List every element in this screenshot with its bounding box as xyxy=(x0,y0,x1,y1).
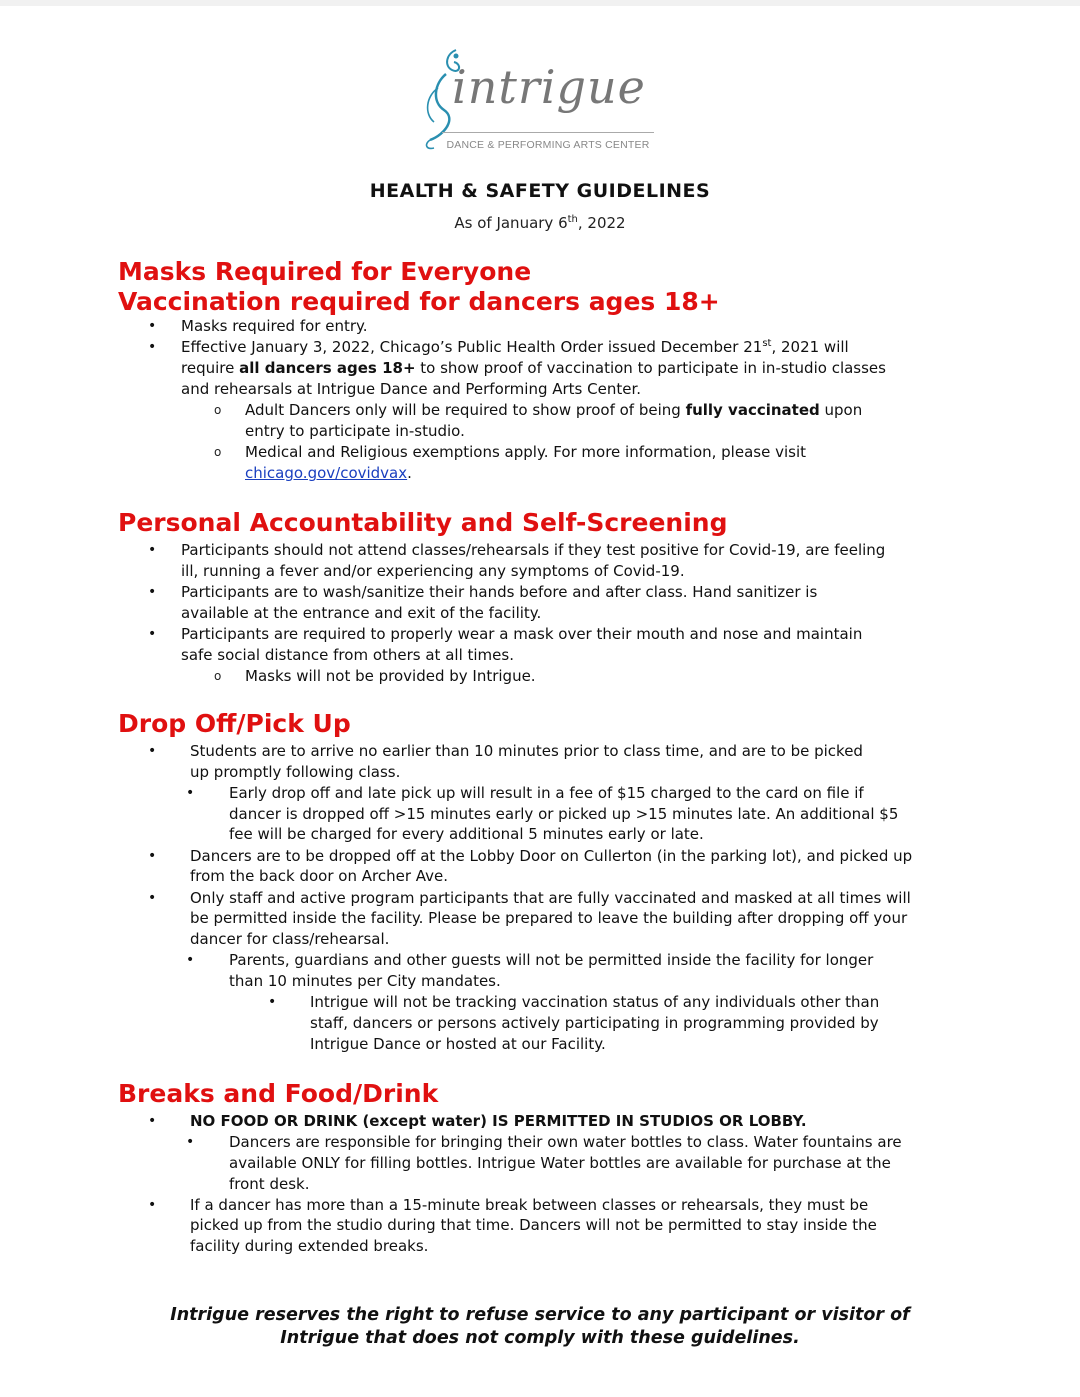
section-heading-vaccination: Vaccination required for dancers ages 18+ xyxy=(118,287,720,316)
list-item-continued: facility during extended breaks. xyxy=(190,1237,429,1255)
sub-bullet-marker: • xyxy=(186,952,195,968)
bullet-marker: • xyxy=(148,848,157,864)
list-item-continued: picked up from the studio during that time. Dancers will not be permitted to stay inside the xyxy=(190,1216,877,1234)
bullet-marker: • xyxy=(148,542,157,558)
list-item: If a dancer has more than a 15-minute break between classes or rehearsals, they must be xyxy=(190,1196,869,1214)
list-item-continued: and rehearsals at Intrigue Dance and Performing Arts Center. xyxy=(181,380,642,398)
list-item: Only staff and active program participants that are fully vaccinated and masked at all times will xyxy=(190,889,911,907)
list-item-continued: safe social distance from others at all times. xyxy=(181,646,514,664)
sub-list-item-continued: fee will be charged for every additional 5 minutes early or late. xyxy=(229,825,704,843)
sub-list-item-continued: entry to participate in-studio. xyxy=(245,422,465,440)
sub-bullet-marker: o xyxy=(214,669,222,683)
sub-list-item-continued: dancer is dropped off >15 minutes early or picked up >15 minutes late. An additional $5 xyxy=(229,805,899,823)
bullet-marker: • xyxy=(148,890,157,906)
bullet-marker: • xyxy=(148,584,157,600)
footer-disclaimer-line1: Intrigue reserves the right to refuse service to any participant or visitor of xyxy=(170,1305,910,1325)
sub-list-item: Early drop off and late pick up will result in a fee of $15 charged to the card on file if xyxy=(229,784,864,802)
sub-list-item-continued: chicago.gov/covidvax. xyxy=(245,464,412,482)
sub-list-item-continued: available ONLY for filling bottles. Intrigue Water bottles are available for purchase at the xyxy=(229,1154,891,1172)
sub-list-item: Medical and Religious exemptions apply. For more information, please visit xyxy=(245,443,806,461)
sub-list-item: Adult Dancers only will be required to show proof of being fully vaccinated upon xyxy=(245,401,863,419)
section-heading-dropoff: Drop Off/Pick Up xyxy=(118,709,351,738)
logo-rule xyxy=(442,132,654,133)
section-heading-masks: Masks Required for Everyone xyxy=(118,257,532,286)
bullet-marker: • xyxy=(148,743,157,759)
list-item: Participants are to wash/sanitize their hands before and after class. Hand sanitizer is xyxy=(181,583,818,601)
sub-bullet-marker: • xyxy=(186,785,195,801)
list-item: Masks required for entry. xyxy=(181,317,368,335)
bullet-marker: • xyxy=(148,626,157,642)
list-item-continued: up promptly following class. xyxy=(190,763,401,781)
section-heading-breaks: Breaks and Food/Drink xyxy=(118,1079,439,1108)
logo-wordmark: intrigue xyxy=(452,60,646,114)
sub-sub-list-item-continued: staff, dancers or persons actively participating in programming provided by xyxy=(310,1014,879,1032)
list-item-continued: require all dancers ages 18+ to show proof of vaccination to participate in in-studio classes xyxy=(181,359,886,377)
sub-list-item-continued: than 10 minutes per City mandates. xyxy=(229,972,501,990)
sub-sub-list-item-continued: Intrigue Dance or hosted at our Facility. xyxy=(310,1035,606,1053)
sub-list-item: Masks will not be provided by Intrigue. xyxy=(245,667,536,685)
bullet-marker: • xyxy=(148,318,157,334)
list-item: Effective January 3, 2022, Chicago’s Public Health Order issued December 21st, 2021 will xyxy=(181,338,849,356)
list-item-continued: ill, running a fever and/or experiencing any symptoms of Covid-19. xyxy=(181,562,685,580)
list-item: NO FOOD OR DRINK (except water) IS PERMITTED IN STUDIOS OR LOBBY. xyxy=(190,1112,807,1130)
intrigue-logo xyxy=(416,44,666,156)
covidvax-link[interactable]: chicago.gov/covidvax xyxy=(245,464,408,482)
list-item: Students are to arrive no earlier than 10 minutes prior to class time, and are to be picked xyxy=(190,742,863,760)
list-item-continued: from the back door on Archer Ave. xyxy=(190,867,449,885)
sub-sub-bullet-marker: • xyxy=(268,994,277,1010)
sub-list-item: Dancers are responsible for bringing their own water bottles to class. Water fountains are xyxy=(229,1133,902,1151)
sub-sub-list-item: Intrigue will not be tracking vaccination status of any individuals other than xyxy=(310,993,880,1011)
bullet-marker: • xyxy=(148,1197,157,1213)
bullet-marker: • xyxy=(148,1113,157,1129)
logo-tagline: DANCE & PERFORMING ARTS CENTER xyxy=(446,139,650,151)
bullet-marker: • xyxy=(148,339,157,355)
document-date: As of January 6th, 2022 xyxy=(454,214,626,232)
list-item-continued: available at the entrance and exit of the facility. xyxy=(181,604,542,622)
footer-disclaimer-line2: Intrigue that does not comply with these guidelines. xyxy=(280,1328,800,1348)
list-item: Dancers are to be dropped off at the Lobby Door on Cullerton (in the parking lot), and picked up xyxy=(190,847,913,865)
list-item: Participants should not attend classes/rehearsals if they test positive for Covid-19, are feeling xyxy=(181,541,886,559)
list-item-continued: dancer for class/rehearsal. xyxy=(190,930,390,948)
list-item: Participants are required to properly wear a mask over their mouth and nose and maintain xyxy=(181,625,863,643)
sub-list-item-continued: front desk. xyxy=(229,1175,310,1193)
sub-bullet-marker: o xyxy=(214,403,222,417)
list-item-continued: be permitted inside the facility. Please be prepared to leave the building after dropping off your xyxy=(190,909,908,927)
sub-bullet-marker: o xyxy=(214,445,222,459)
document-title: HEALTH & SAFETY GUIDELINES xyxy=(369,180,711,202)
sub-list-item: Parents, guardians and other guests will not be permitted inside the facility for longer xyxy=(229,951,874,969)
sub-bullet-marker: • xyxy=(186,1134,195,1150)
section-heading-personal: Personal Accountability and Self-Screening xyxy=(118,508,728,537)
